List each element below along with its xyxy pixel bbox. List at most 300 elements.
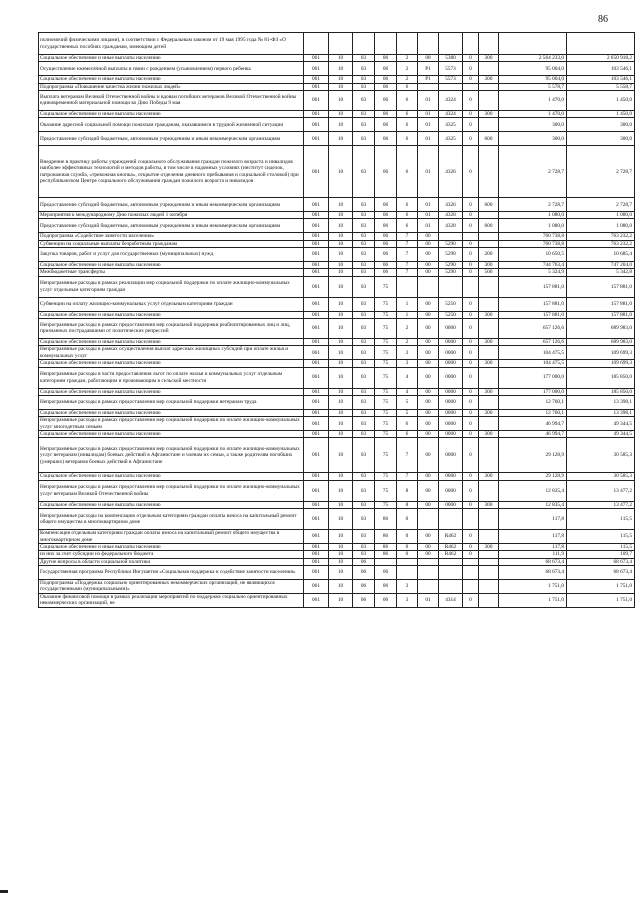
- cell-direction: 0000: [439, 501, 463, 508]
- table-row: [39, 297, 635, 311]
- cell-program: 75: [375, 417, 397, 431]
- cell-event: 01: [418, 110, 439, 117]
- cell-event: 00: [418, 360, 439, 367]
- scan-mark: [0, 890, 8, 893]
- cell-section: 10: [329, 146, 353, 198]
- table-row: [39, 118, 635, 132]
- cell-ministry: [304, 33, 329, 55]
- cell-amount-year1: 10 650,5: [499, 248, 567, 262]
- cell-subprogram: 4: [397, 367, 418, 388]
- cell-subsection: 03: [353, 76, 375, 83]
- table-row: [39, 146, 635, 198]
- cell-amount-year1: 1 080,0: [499, 212, 567, 219]
- cell-section: 10: [329, 240, 353, 247]
- row-name: полномочий физическими лицами), в соответствии с Федеральным законом от 19 мая 1995 года № 81-ФЗ «О государственных пособиях гражданам, имеющим детей: [39, 33, 304, 55]
- cell-direction: [439, 509, 463, 530]
- cell-extra: 0: [463, 431, 479, 438]
- cell-amount-year2: 103 546,1: [567, 62, 635, 76]
- row-name: Социальное обеспечение и иные выплаты населению: [39, 473, 304, 480]
- cell-subprogram: 6: [397, 90, 418, 110]
- cell-expense-type: [479, 90, 499, 110]
- cell-amount-year2: 13 398,1: [567, 395, 635, 409]
- cell-expense-type: 300: [479, 360, 499, 367]
- row-name: Социальное обеспечение и иные выплаты населению: [39, 431, 304, 438]
- cell-extra: 0: [463, 318, 479, 338]
- table-row: [39, 431, 635, 438]
- cell-direction: 0000: [439, 473, 463, 480]
- cell-amount-year2: 115,5: [567, 509, 635, 530]
- table-row: [39, 311, 635, 318]
- cell-subprogram: 6: [397, 219, 418, 233]
- cell-direction: 4326: [439, 146, 463, 198]
- cell-subprogram: 2: [397, 76, 418, 83]
- cell-section: 10: [329, 132, 353, 146]
- cell-ministry: 061: [304, 233, 329, 240]
- cell-direction: 5290: [439, 240, 463, 247]
- cell-event: 00: [418, 233, 439, 240]
- cell-amount-year2: 1 450,0: [567, 110, 635, 117]
- cell-amount-year2: [567, 33, 635, 55]
- cell-direction: R462: [439, 530, 463, 544]
- cell-event: 01: [418, 146, 439, 198]
- cell-section: 10: [329, 248, 353, 262]
- cell-subsection: 03: [353, 346, 375, 360]
- cell-extra: 0: [463, 76, 479, 83]
- row-name: Непрограммные расходы в части предоставления льгот по оплате жилья и коммунальных услуг отдельным категориям граждан, работающим и проживающим в сельской местности: [39, 367, 304, 388]
- cell-amount-year1: 157 881,0: [499, 276, 567, 297]
- cell-event: 00: [418, 240, 439, 247]
- table-row: [39, 219, 635, 233]
- cell-subprogram: 8: [397, 480, 418, 501]
- cell-amount-year1: 1 470,0: [499, 110, 567, 117]
- cell-ministry: 061: [304, 360, 329, 367]
- cell-amount-year1: 300,0: [499, 118, 567, 132]
- cell-event: 00: [418, 501, 439, 508]
- cell-section: 10: [329, 360, 353, 367]
- cell-amount-year2: 185 850,0: [567, 367, 635, 388]
- cell-ministry: 061: [304, 55, 329, 62]
- cell-ministry: 061: [304, 409, 329, 416]
- cell-amount-year1: 46 994,7: [499, 431, 567, 438]
- cell-extra: 0: [463, 409, 479, 416]
- cell-ministry: 061: [304, 83, 329, 90]
- cell-section: 10: [329, 438, 353, 473]
- cell-program: 06: [375, 90, 397, 110]
- cell-amount-year1: 177 000,0: [499, 388, 567, 395]
- cell-program: 06: [375, 579, 397, 593]
- row-name: Непрограммные расходы в рамках предоставления мер социальной поддержки по оплате жилищно-коммунальных услуг многодетным семьям: [39, 417, 304, 431]
- cell-subsection: 03: [353, 367, 375, 388]
- cell-extra: 0: [463, 593, 479, 607]
- cell-subsection: 03: [353, 146, 375, 198]
- cell-event: 01: [418, 198, 439, 212]
- cell-ministry: 061: [304, 480, 329, 501]
- cell-extra: [463, 33, 479, 55]
- cell-program: 86: [375, 509, 397, 530]
- cell-direction: 0000: [439, 388, 463, 395]
- table-row: [39, 110, 635, 117]
- table-row: [39, 262, 635, 269]
- cell-amount-year1: 2 728,7: [499, 198, 567, 212]
- cell-extra: 0: [463, 544, 479, 551]
- cell-direction: [439, 565, 463, 579]
- cell-expense-type: [479, 118, 499, 132]
- cell-program: 06: [375, 146, 397, 198]
- cell-program: 75: [375, 318, 397, 338]
- cell-direction: R462: [439, 551, 463, 558]
- cell-amount-year1: 111,9: [499, 551, 567, 558]
- cell-subsection: 03: [353, 233, 375, 240]
- row-name: Социальное обеспечение и иные выплаты населению: [39, 338, 304, 345]
- cell-expense-type: 600: [479, 132, 499, 146]
- cell-event: 00: [418, 431, 439, 438]
- cell-program: 75: [375, 473, 397, 480]
- table-row: [39, 395, 635, 409]
- cell-event: 00: [418, 346, 439, 360]
- cell-expense-type: [479, 417, 499, 431]
- cell-expense-type: [479, 346, 499, 360]
- cell-expense-type: [479, 233, 499, 240]
- cell-subsection: 03: [353, 388, 375, 395]
- cell-direction: [439, 233, 463, 240]
- cell-subsection: 03: [353, 417, 375, 431]
- cell-ministry: 061: [304, 395, 329, 409]
- cell-extra: 0: [463, 473, 479, 480]
- cell-direction: R462: [439, 544, 463, 551]
- cell-program: 06: [375, 269, 397, 276]
- cell-extra: [463, 276, 479, 297]
- cell-expense-type: 500: [479, 269, 499, 276]
- cell-extra: 0: [463, 395, 479, 409]
- cell-amount-year1: 12 760,1: [499, 395, 567, 409]
- cell-section: 10: [329, 76, 353, 83]
- cell-subsection: 03: [353, 90, 375, 110]
- cell-subsection: 03: [353, 55, 375, 62]
- cell-expense-type: [479, 509, 499, 530]
- table-row: [39, 360, 635, 367]
- cell-expense-type: 300: [479, 110, 499, 117]
- row-name: Социальное обеспечение и иные выплаты населению: [39, 544, 304, 551]
- cell-expense-type: [479, 367, 499, 388]
- row-name: Социальное обеспечение и иные выплаты населению: [39, 388, 304, 395]
- cell-section: 10: [329, 558, 353, 565]
- cell-program: 75: [375, 388, 397, 395]
- cell-direction: 0000: [439, 480, 463, 501]
- cell-direction: 0000: [439, 395, 463, 409]
- cell-expense-type: [479, 318, 499, 338]
- cell-subsection: 03: [353, 132, 375, 146]
- cell-program: 06: [375, 248, 397, 262]
- cell-subprogram: 6: [397, 198, 418, 212]
- cell-amount-year2: 103 546,1: [567, 76, 635, 83]
- cell-ministry: 061: [304, 212, 329, 219]
- cell-event: [418, 579, 439, 593]
- cell-amount-year1: 68 673,4: [499, 565, 567, 579]
- cell-extra: [463, 558, 479, 565]
- cell-section: 10: [329, 395, 353, 409]
- cell-expense-type: [479, 62, 499, 76]
- cell-amount-year2: 157 881,0: [567, 297, 635, 311]
- cell-program: 86: [375, 551, 397, 558]
- cell-program: 06: [375, 233, 397, 240]
- table-row: [39, 388, 635, 395]
- cell-direction: 4328: [439, 219, 463, 233]
- table-row: [39, 544, 635, 551]
- cell-subprogram: 6: [397, 146, 418, 198]
- table-row: [39, 55, 635, 62]
- cell-direction: [439, 33, 463, 55]
- cell-event: 01: [418, 219, 439, 233]
- cell-section: 10: [329, 276, 353, 297]
- cell-ministry: 061: [304, 132, 329, 146]
- cell-amount-year1: 657 126,6: [499, 338, 567, 345]
- table-row: [39, 409, 635, 416]
- cell-section: 10: [329, 110, 353, 117]
- cell-event: [418, 565, 439, 579]
- cell-extra: 0: [463, 530, 479, 544]
- cell-section: 10: [329, 233, 353, 240]
- cell-extra: [463, 233, 479, 240]
- cell-event: P1: [418, 62, 439, 76]
- cell-section: 10: [329, 509, 353, 530]
- row-name: Компенсация отдельным категориям граждан оплаты взноса на капитальный ремонт общего имущества в многоквартирном доме: [39, 530, 304, 544]
- row-name: из них за счет субсидии из федерального бюджета: [39, 551, 304, 558]
- cell-expense-type: 300: [479, 501, 499, 508]
- cell-section: 10: [329, 530, 353, 544]
- cell-subsection: 03: [353, 318, 375, 338]
- table-row: [39, 579, 635, 593]
- cell-section: 10: [329, 346, 353, 360]
- cell-expense-type: 300: [479, 473, 499, 480]
- row-name: Субвенции на социальные выплаты безработным гражданам: [39, 240, 304, 247]
- cell-section: 10: [329, 417, 353, 431]
- cell-subprogram: 7: [397, 269, 418, 276]
- cell-amount-year2: 68 673,4: [567, 558, 635, 565]
- cell-subprogram: [397, 276, 418, 297]
- cell-section: 10: [329, 431, 353, 438]
- cell-subprogram: 7: [397, 240, 418, 247]
- cell-extra: 0: [463, 346, 479, 360]
- cell-amount-year2: 13 398,1: [567, 409, 635, 416]
- cell-amount-year2: 1 080,0: [567, 212, 635, 219]
- table-row: [39, 276, 635, 297]
- cell-section: 10: [329, 579, 353, 593]
- cell-event: 00: [418, 395, 439, 409]
- cell-extra: 0: [463, 132, 479, 146]
- cell-ministry: 061: [304, 544, 329, 551]
- cell-ministry: 061: [304, 509, 329, 530]
- cell-amount-year2: 109 699,3: [567, 346, 635, 360]
- cell-subsection: 03: [353, 311, 375, 318]
- table-row: [39, 551, 635, 558]
- table-row: [39, 248, 635, 262]
- cell-subprogram: 0: [397, 509, 418, 530]
- table-row: [39, 33, 635, 55]
- cell-expense-type: [479, 480, 499, 501]
- cell-extra: 0: [463, 388, 479, 395]
- cell-ministry: 061: [304, 76, 329, 83]
- cell-subsection: 03: [353, 438, 375, 473]
- cell-amount-year1: 46 994,7: [499, 417, 567, 431]
- cell-amount-year2: 157 881,0: [567, 311, 635, 318]
- cell-program: 86: [375, 544, 397, 551]
- cell-event: 01: [418, 212, 439, 219]
- cell-section: 10: [329, 90, 353, 110]
- cell-event: [418, 509, 439, 530]
- table-row: [39, 501, 635, 508]
- cell-ministry: 061: [304, 388, 329, 395]
- cell-program: 75: [375, 431, 397, 438]
- cell-direction: 5573: [439, 76, 463, 83]
- cell-event: [418, 83, 439, 90]
- cell-ministry: 061: [304, 198, 329, 212]
- cell-event: 00: [418, 530, 439, 544]
- cell-subprogram: 2: [397, 318, 418, 338]
- table-row: [39, 565, 635, 579]
- cell-subprogram: 3: [397, 346, 418, 360]
- cell-extra: 0: [463, 90, 479, 110]
- row-name: Предоставление субсидий бюджетным, автономным учреждениям и иным некоммерческим организациям: [39, 219, 304, 233]
- row-name: Подпрограмма «Поддержка социально ориентированных некоммерческих организаций, не являющихся государственными (муниципальными)»: [39, 579, 304, 593]
- cell-subprogram: 7: [397, 262, 418, 269]
- cell-program: 06: [375, 83, 397, 90]
- cell-amount-year2: 30 585,3: [567, 438, 635, 473]
- cell-program: 06: [375, 198, 397, 212]
- cell-extra: 0: [463, 110, 479, 117]
- cell-event: 00: [418, 318, 439, 338]
- row-name: Выплата ветеранам Великой Отечественной войны и вдовам погибших ветеранов Великой Отечественной войны единовременной материальной помощи ко Дню Победы 9 мая: [39, 90, 304, 110]
- cell-section: 10: [329, 297, 353, 311]
- cell-amount-year1: 29 128,9: [499, 473, 567, 480]
- cell-subprogram: 0: [397, 544, 418, 551]
- cell-subsection: 03: [353, 212, 375, 219]
- cell-amount-year2: 300,0: [567, 132, 635, 146]
- cell-subsection: 03: [353, 240, 375, 247]
- cell-expense-type: 600: [479, 219, 499, 233]
- cell-program: 06: [375, 55, 397, 62]
- cell-expense-type: 300: [479, 55, 499, 62]
- cell-event: 00: [418, 551, 439, 558]
- cell-expense-type: [479, 551, 499, 558]
- cell-expense-type: 300: [479, 431, 499, 438]
- cell-event: 00: [418, 297, 439, 311]
- cell-expense-type: [479, 438, 499, 473]
- cell-program: 06: [375, 262, 397, 269]
- cell-direction: 4324: [439, 110, 463, 117]
- cell-direction: 4325: [439, 132, 463, 146]
- cell-amount-year2: 1 751,0: [567, 579, 635, 593]
- row-name: Межбюджетные трансферты: [39, 269, 304, 276]
- cell-extra: [463, 509, 479, 530]
- table-row: [39, 212, 635, 219]
- cell-ministry: 061: [304, 530, 329, 544]
- cell-subsection: 03: [353, 431, 375, 438]
- cell-extra: 0: [463, 269, 479, 276]
- cell-extra: 0: [463, 62, 479, 76]
- cell-program: 75: [375, 346, 397, 360]
- cell-event: 00: [418, 544, 439, 551]
- cell-extra: 0: [463, 146, 479, 198]
- cell-event: 00: [418, 473, 439, 480]
- cell-section: 10: [329, 565, 353, 579]
- cell-extra: 0: [463, 55, 479, 62]
- cell-program: 75: [375, 367, 397, 388]
- row-name: Социальное обеспечение и иные выплаты населению: [39, 110, 304, 117]
- cell-subprogram: 6: [397, 83, 418, 90]
- cell-subprogram: 8: [397, 501, 418, 508]
- cell-amount-year1: 95 004,0: [499, 62, 567, 76]
- cell-extra: 0: [463, 118, 479, 132]
- cell-subsection: 03: [353, 338, 375, 345]
- table-row: [39, 83, 635, 90]
- cell-ministry: 061: [304, 431, 329, 438]
- cell-direction: 0000: [439, 360, 463, 367]
- cell-amount-year1: 104 475,5: [499, 360, 567, 367]
- cell-subsection: 03: [353, 544, 375, 551]
- cell-expense-type: 200: [479, 248, 499, 262]
- cell-event: 00: [418, 311, 439, 318]
- cell-program: 75: [375, 501, 397, 508]
- cell-amount-year1: 5 324,9: [499, 269, 567, 276]
- cell-amount-year2: 1 080,0: [567, 219, 635, 233]
- cell-direction: 5290: [439, 262, 463, 269]
- cell-amount-year1: 760 738,8: [499, 240, 567, 247]
- cell-section: [329, 33, 353, 55]
- row-name: Закупка товаров, работ и услуг для государственных (муниципальных) нужд: [39, 248, 304, 262]
- cell-amount-year2: 1 450,0: [567, 90, 635, 110]
- cell-amount-year1: 117,8: [499, 509, 567, 530]
- row-name: Оказание адресной социальной помощи пожилым гражданам, оказавшимся в трудной жизненной ситуации: [39, 118, 304, 132]
- cell-amount-year2: 2 728,7: [567, 198, 635, 212]
- cell-extra: 0: [463, 297, 479, 311]
- cell-program: 86: [375, 530, 397, 544]
- row-name: Оказание финансовой помощи в рамках реализации мероприятий по поддержке социально ориентированных некоммерческих организаций, не: [39, 593, 304, 607]
- cell-ministry: 061: [304, 62, 329, 76]
- cell-subprogram: [397, 565, 418, 579]
- cell-direction: 4314: [439, 593, 463, 607]
- table-body: [39, 33, 635, 608]
- cell-expense-type: [479, 33, 499, 55]
- cell-event: 00: [418, 338, 439, 345]
- cell-expense-type: 300: [479, 311, 499, 318]
- page-number: 86: [598, 14, 608, 25]
- cell-amount-year2: 185 850,0: [567, 388, 635, 395]
- cell-direction: 5290: [439, 248, 463, 262]
- cell-subprogram: 3: [397, 593, 418, 607]
- cell-program: 75: [375, 297, 397, 311]
- cell-subprogram: [397, 558, 418, 565]
- cell-subsection: 03: [353, 110, 375, 117]
- table-row: [39, 473, 635, 480]
- cell-extra: 0: [463, 198, 479, 212]
- cell-amount-year1: 157 881,0: [499, 311, 567, 318]
- cell-amount-year2: 109,7: [567, 551, 635, 558]
- cell-amount-year1: 117,8: [499, 544, 567, 551]
- cell-extra: [463, 565, 479, 579]
- cell-ministry: 061: [304, 262, 329, 269]
- cell-section: 10: [329, 544, 353, 551]
- cell-amount-year2: 763 232,2: [567, 233, 635, 240]
- cell-direction: 5290: [439, 269, 463, 276]
- cell-amount-year1: [499, 33, 567, 55]
- cell-subsection: 03: [353, 480, 375, 501]
- cell-subprogram: 4: [397, 388, 418, 395]
- cell-event: 01: [418, 132, 439, 146]
- cell-program: 06: [375, 62, 397, 76]
- table-row: [39, 558, 635, 565]
- cell-extra: 0: [463, 262, 479, 269]
- cell-amount-year1: 104 475,5: [499, 346, 567, 360]
